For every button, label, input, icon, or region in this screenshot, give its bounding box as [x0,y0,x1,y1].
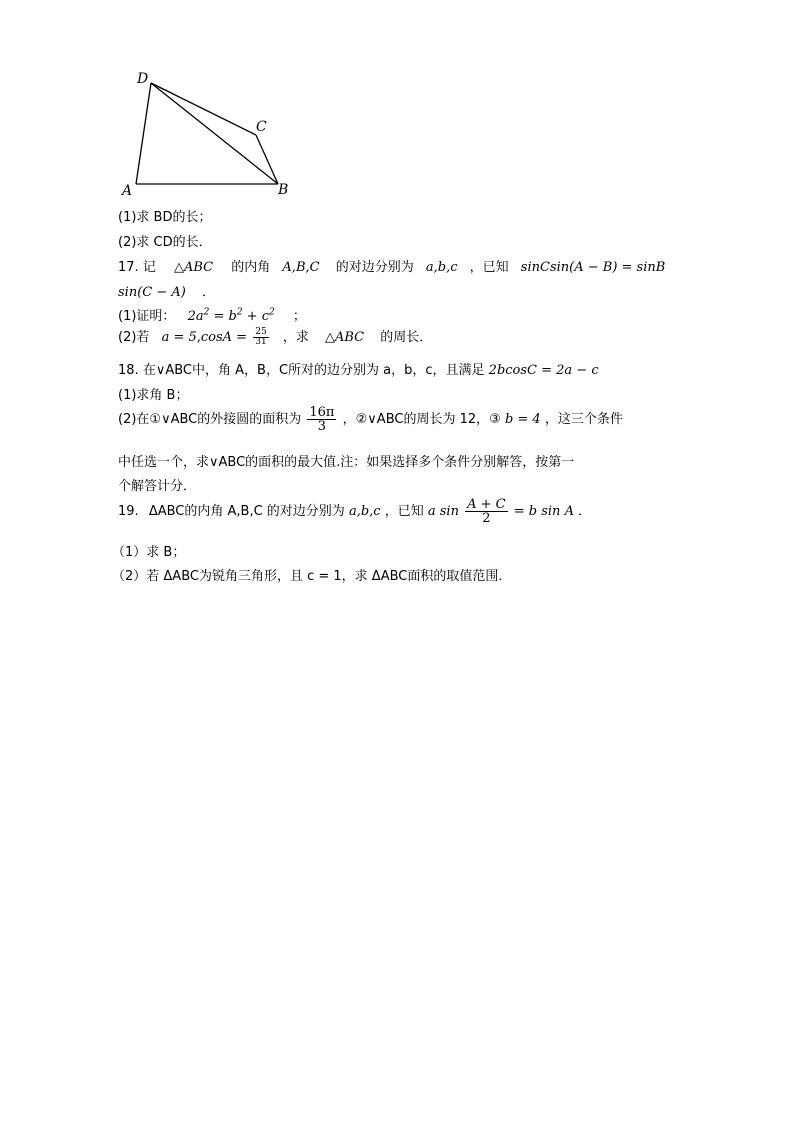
q18-fraction-den: 3 [317,419,327,434]
q19-part1: （1）求 B； [112,545,186,560]
q17-number: 17. [118,260,139,275]
q18-part1: (1)求角 B； [118,388,189,403]
q17-part2-a: a = 5,cosA = [161,330,248,345]
q17-fraction-den: 31 [255,337,267,347]
q18-part2 [118,406,623,433]
q18-condition: 2bcosC = 2a − c [488,363,599,378]
q18-part2-line2: 中任选一个，求∨ABC的面积的最大值.注：如果选择多个条件分别解答，按第一 [118,455,575,470]
q17-part2-triangle: △ABC [324,330,365,345]
q19-text-1: ΔABC的内角 A,B,C 的对边分别为 [148,504,345,519]
q17-text-4: ，已知 [469,260,509,275]
q19-stem [118,498,591,525]
q17-text-3: 的对边分别为 [335,260,414,275]
q19-formula-b: = b sin A [513,504,574,519]
vertex-label-b: B [278,182,289,198]
q19-fraction-den: 2 [482,511,491,526]
q18-text: 在∨ABC中，角 A，B，C所对的边分别为 a，b，c，且满足 [142,363,485,378]
q18-part2-d: ，这三个条件 [544,412,623,427]
q18-number: 18. [118,363,139,378]
q17-part1-formula: $2a^2 = b^2 + c^2$ [187,307,275,324]
q17-stem [118,256,665,275]
edge-cd [151,83,256,135]
vertex-label-c: C [256,119,267,135]
q17-given-b: sin(C − A) [118,285,186,300]
quadrilateral-figure [118,66,298,202]
q18-fraction-num: 16π [309,405,335,420]
edge-da [136,83,151,184]
q17-part2-end: 的周长． [380,330,433,345]
q19-end: ． [578,504,592,519]
q17-sides: a,b,c [425,260,458,275]
q17-text-1: 记 [142,260,156,275]
q19-part2: （2）若 ΔABC为锐角三角形，且 c = 1，求 ΔABC面积的取值范围． [112,569,512,584]
q17-fraction [253,328,268,347]
q19-sides: a,b,c [348,504,381,519]
q17-triangle: △ABC [173,260,214,275]
q17-dot: ． [201,285,215,300]
q17-angles: A,B,C [282,260,320,275]
q19-text-2: ，已知 [384,504,424,519]
q19-formula-a: a sin [427,504,459,519]
q19-number: 19. [118,504,139,519]
vertex-label-d: D [137,71,149,87]
q17-stem-line2 [118,281,215,300]
q18-stem [118,359,599,378]
q17-part2 [118,326,432,347]
q16-part1: (1)求 BD的长； [118,210,212,225]
edge-bc [256,135,278,184]
q17-part2-text: ，求 [282,330,309,345]
q19-fraction [465,498,508,525]
q18-part2-line3: 个解答计分． [118,479,197,494]
q17-part1 [118,305,306,324]
q18-part2-c: b = 4 [504,412,541,427]
q18-fraction [307,406,336,433]
q17-part1-end: ； [292,309,306,324]
q17-fraction-num: 25 [255,327,267,337]
q16-part2: (2)求 CD的长． [118,235,212,250]
vertex-label-a: A [122,183,133,199]
q19-fraction-num: A + C [467,497,506,512]
q18-part2-b: ，②∨ABC的周长为 12，③ [342,412,501,427]
q17-part2-label: (2)若 [118,330,150,345]
q17-text-2: 的内角 [231,260,271,275]
q17-part1-label: (1)证明： [118,309,176,324]
q18-part2-a: (2)在①∨ABC的外接圆的面积为 [118,412,302,427]
q17-given-a: sinCsin(A − B) = sinB [520,260,666,275]
